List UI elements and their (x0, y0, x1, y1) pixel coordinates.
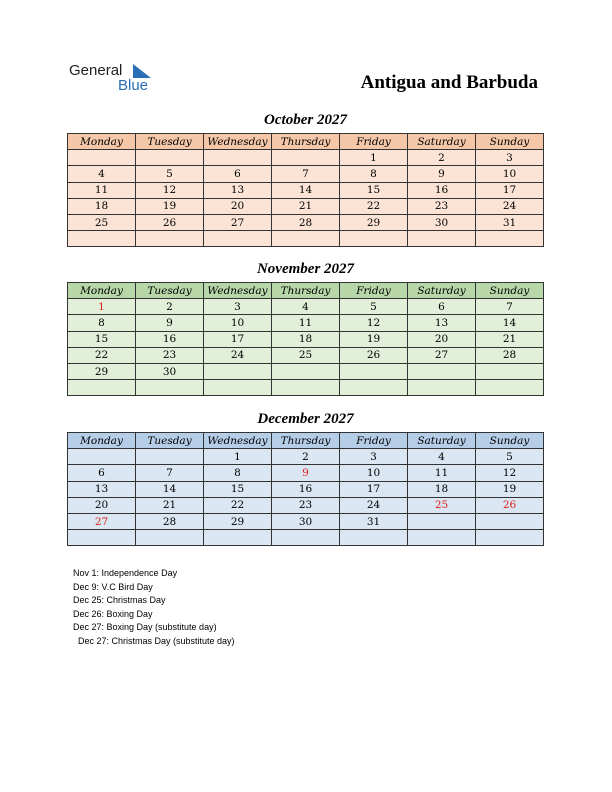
day-cell: 6 (204, 166, 272, 182)
day-cell: 3 (340, 449, 408, 465)
day-cell: 28 (272, 214, 340, 230)
week-row (68, 315, 544, 331)
weekday-header: Friday (340, 433, 408, 449)
day-cell: 7 (476, 299, 544, 315)
day-cell: 31 (340, 513, 408, 529)
country-title: Antigua and Barbuda (360, 72, 538, 93)
day-cell: 30 (272, 513, 340, 529)
day-cell: 5 (340, 299, 408, 315)
day-cell (408, 231, 476, 247)
day-cell: 21 (136, 497, 204, 513)
weekday-header: Monday (68, 433, 136, 449)
day-cell: 19 (340, 331, 408, 347)
day-cell: 1 (340, 150, 408, 166)
day-cell: 4 (272, 299, 340, 315)
day-cell: 11 (272, 315, 340, 331)
weekday-header: Tuesday (136, 283, 204, 299)
day-cell (272, 380, 340, 396)
day-cell: 12 (136, 182, 204, 198)
weekday-header: Sunday (476, 433, 544, 449)
weekday-header-row (68, 134, 544, 150)
day-cell: 23 (408, 198, 476, 214)
day-cell: 5 (136, 166, 204, 182)
day-cell: 29 (340, 214, 408, 230)
day-cell: 20 (408, 331, 476, 347)
month-title-december: December 2027 (257, 411, 354, 427)
day-cell (408, 380, 476, 396)
generalblue-logo (69, 62, 159, 98)
holiday-item: Dec 26: Boxing Day (73, 608, 153, 619)
day-cell: 26 (476, 497, 544, 513)
weekday-header: Thursday (272, 283, 340, 299)
weekday-header: Saturday (408, 433, 476, 449)
weekday-header: Monday (68, 134, 136, 150)
day-cell (476, 513, 544, 529)
day-cell (340, 363, 408, 379)
holiday-item: Dec 27: Christmas Day (substitute day) (78, 635, 235, 646)
day-cell (272, 530, 340, 546)
day-cell: 12 (476, 465, 544, 481)
holiday-list (73, 567, 235, 649)
day-cell: 9 (272, 465, 340, 481)
day-cell: 2 (408, 150, 476, 166)
week-row (68, 465, 544, 481)
day-cell: 28 (136, 513, 204, 529)
day-cell (340, 231, 408, 247)
day-cell (204, 231, 272, 247)
week-row (68, 497, 544, 513)
day-cell (204, 380, 272, 396)
day-cell (136, 231, 204, 247)
day-cell: 8 (204, 465, 272, 481)
day-cell: 9 (408, 166, 476, 182)
weekday-header: Thursday (272, 433, 340, 449)
weekday-header: Friday (340, 134, 408, 150)
day-cell: 13 (68, 481, 136, 497)
week-row (68, 380, 544, 396)
day-cell: 9 (136, 315, 204, 331)
day-cell: 29 (68, 363, 136, 379)
day-cell: 17 (340, 481, 408, 497)
day-cell: 25 (408, 497, 476, 513)
day-cell: 24 (340, 497, 408, 513)
day-cell: 10 (340, 465, 408, 481)
day-cell: 11 (408, 465, 476, 481)
day-cell (68, 449, 136, 465)
weekday-header: Tuesday (136, 134, 204, 150)
day-cell (68, 150, 136, 166)
holiday-item: Dec 9: V.C Bird Day (73, 581, 153, 592)
day-cell: 5 (476, 449, 544, 465)
week-row (68, 331, 544, 347)
calendar-december (67, 432, 544, 546)
week-row (68, 481, 544, 497)
day-cell (272, 150, 340, 166)
day-cell: 18 (408, 481, 476, 497)
day-cell: 4 (408, 449, 476, 465)
weekday-header-row (68, 433, 544, 449)
day-cell: 22 (340, 198, 408, 214)
weekday-header: Saturday (408, 134, 476, 150)
day-cell: 4 (68, 166, 136, 182)
month-title-october: October 2027 (264, 112, 347, 128)
logo-flag-icon (133, 64, 153, 78)
day-cell: 22 (204, 497, 272, 513)
day-cell: 27 (68, 513, 136, 529)
weekday-header-row (68, 283, 544, 299)
day-cell: 20 (68, 497, 136, 513)
week-row (68, 182, 544, 198)
holiday-item: Nov 1: Independence Day (73, 568, 178, 578)
day-cell (340, 380, 408, 396)
day-cell: 18 (272, 331, 340, 347)
day-cell: 1 (68, 299, 136, 315)
week-row (68, 150, 544, 166)
calendar-november (67, 282, 544, 396)
day-cell (68, 530, 136, 546)
day-cell (68, 231, 136, 247)
day-cell: 3 (476, 150, 544, 166)
day-cell (136, 150, 204, 166)
calendar-october (67, 133, 544, 247)
day-cell (204, 363, 272, 379)
week-row (68, 363, 544, 379)
day-cell: 16 (272, 481, 340, 497)
week-row (68, 347, 544, 363)
day-cell: 2 (136, 299, 204, 315)
weekday-header: Sunday (476, 134, 544, 150)
day-cell: 1 (204, 449, 272, 465)
day-cell: 13 (204, 182, 272, 198)
day-cell: 22 (68, 347, 136, 363)
day-cell (476, 530, 544, 546)
day-cell: 8 (340, 166, 408, 182)
day-cell: 21 (272, 198, 340, 214)
day-cell: 7 (272, 166, 340, 182)
day-cell: 2 (272, 449, 340, 465)
week-row (68, 166, 544, 182)
day-cell (476, 231, 544, 247)
day-cell (204, 150, 272, 166)
day-cell: 30 (136, 363, 204, 379)
weekday-header: Saturday (408, 283, 476, 299)
weekday-header: Thursday (272, 134, 340, 150)
day-cell: 17 (476, 182, 544, 198)
day-cell: 10 (476, 166, 544, 182)
weekday-header: Monday (68, 283, 136, 299)
month-title-november: November 2027 (256, 261, 355, 277)
week-row (68, 449, 544, 465)
day-cell: 16 (136, 331, 204, 347)
weekday-header: Wednesday (204, 134, 272, 150)
weekday-header: Wednesday (204, 433, 272, 449)
day-cell (136, 380, 204, 396)
week-row (68, 299, 544, 315)
week-row (68, 231, 544, 247)
logo-text-general: General (69, 62, 123, 79)
day-cell: 17 (204, 331, 272, 347)
day-cell: 27 (204, 214, 272, 230)
weekday-header: Tuesday (136, 433, 204, 449)
day-cell: 6 (68, 465, 136, 481)
holiday-item: Dec 25: Christmas Day (73, 595, 166, 606)
day-cell: 19 (136, 198, 204, 214)
day-cell: 28 (476, 347, 544, 363)
day-cell: 15 (340, 182, 408, 198)
day-cell: 15 (204, 481, 272, 497)
day-cell: 20 (204, 198, 272, 214)
day-cell: 24 (476, 198, 544, 214)
day-cell: 11 (68, 182, 136, 198)
day-cell: 15 (68, 331, 136, 347)
week-row (68, 530, 544, 546)
day-cell: 16 (408, 182, 476, 198)
day-cell (136, 449, 204, 465)
day-cell: 3 (204, 299, 272, 315)
day-cell: 13 (408, 315, 476, 331)
day-cell (68, 380, 136, 396)
day-cell: 31 (476, 214, 544, 230)
week-row (68, 214, 544, 230)
day-cell (272, 231, 340, 247)
day-cell: 10 (204, 315, 272, 331)
day-cell: 8 (68, 315, 136, 331)
day-cell: 18 (68, 198, 136, 214)
logo-text-blue: Blue (118, 77, 149, 94)
day-cell: 27 (408, 347, 476, 363)
day-cell: 23 (136, 347, 204, 363)
day-cell (272, 363, 340, 379)
day-cell: 29 (204, 513, 272, 529)
day-cell: 7 (136, 465, 204, 481)
day-cell: 25 (68, 214, 136, 230)
day-cell: 25 (272, 347, 340, 363)
week-row (68, 513, 544, 529)
day-cell: 26 (136, 214, 204, 230)
weekday-header: Sunday (476, 283, 544, 299)
day-cell (476, 380, 544, 396)
day-cell: 23 (272, 497, 340, 513)
day-cell: 6 (408, 299, 476, 315)
day-cell: 30 (408, 214, 476, 230)
day-cell: 14 (136, 481, 204, 497)
day-cell (408, 363, 476, 379)
weekday-header: Friday (340, 283, 408, 299)
day-cell: 21 (476, 331, 544, 347)
day-cell (408, 530, 476, 546)
day-cell: 12 (340, 315, 408, 331)
day-cell: 24 (204, 347, 272, 363)
holiday-item: Dec 27: Boxing Day (substitute day) (73, 622, 217, 633)
day-cell: 26 (340, 347, 408, 363)
day-cell: 19 (476, 481, 544, 497)
weekday-header: Wednesday (204, 283, 272, 299)
day-cell: 14 (476, 315, 544, 331)
day-cell (136, 530, 204, 546)
day-cell (340, 530, 408, 546)
day-cell (204, 530, 272, 546)
day-cell: 14 (272, 182, 340, 198)
week-row (68, 198, 544, 214)
day-cell (408, 513, 476, 529)
day-cell (476, 363, 544, 379)
